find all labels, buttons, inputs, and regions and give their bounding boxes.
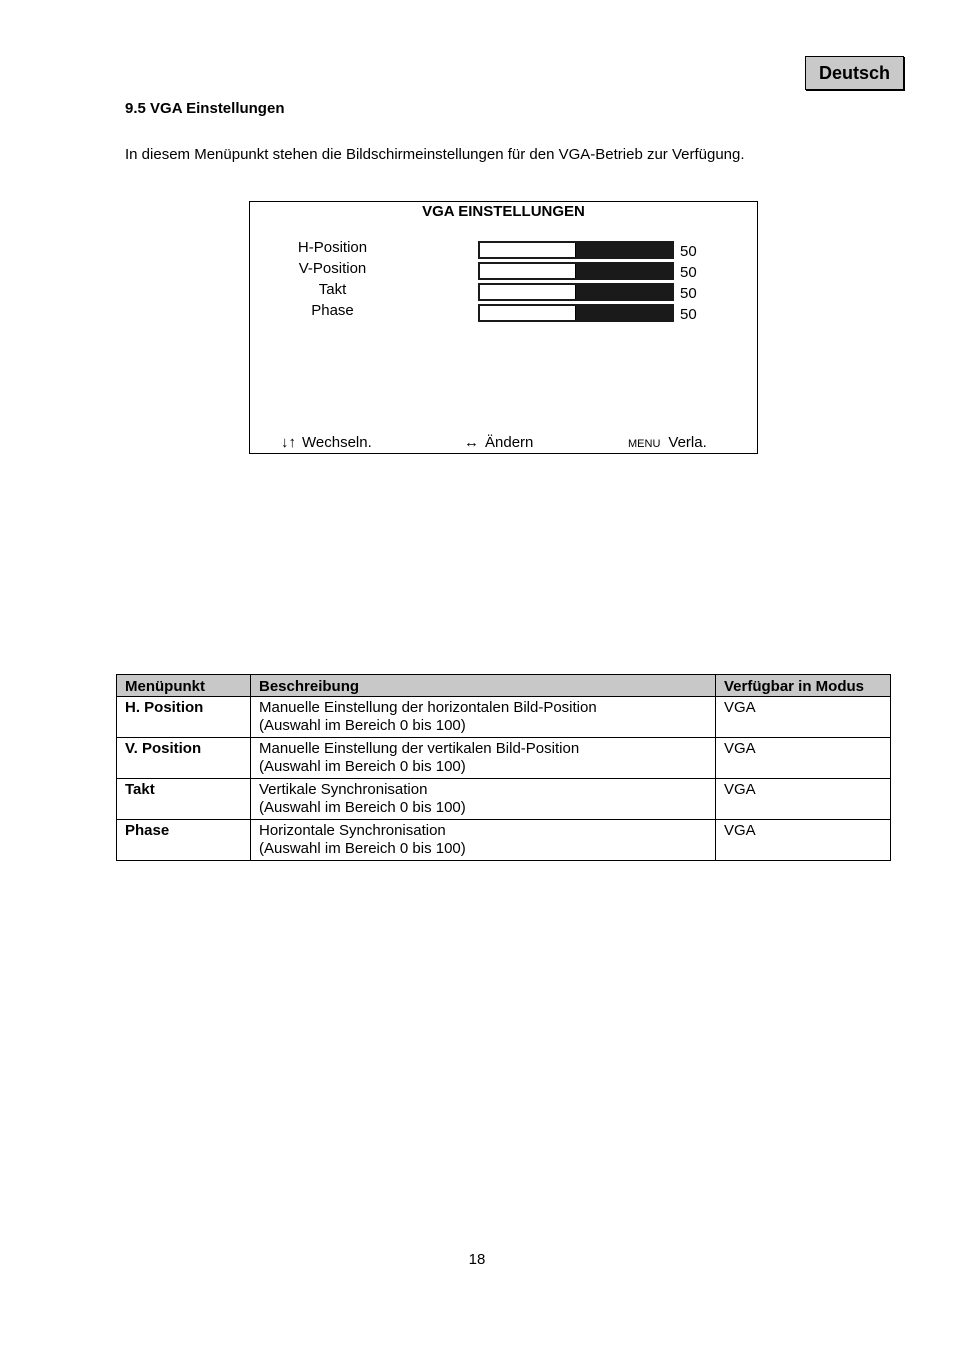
osd-title: VGA EINSTELLUNGEN: [422, 203, 585, 220]
description-line: (Auswahl im Bereich 0 bis 100): [259, 717, 466, 734]
up-down-arrow-icon: ↓↑: [281, 434, 296, 451]
osd-slider: [478, 304, 674, 322]
table-header-row: [117, 675, 891, 697]
menu-item-cell: Takt: [117, 779, 251, 820]
osd-slider-fill: [480, 306, 576, 320]
osd-hint-label: Wechseln.: [302, 434, 372, 451]
description-line: (Auswahl im Bereich 0 bis 100): [259, 758, 466, 775]
description-line: Vertikale Synchronisation: [259, 781, 428, 798]
osd-value: 50: [680, 264, 697, 281]
osd-hint-label: Ändern: [485, 434, 534, 451]
osd-slider: [478, 262, 674, 280]
description-cell: [251, 738, 716, 779]
osd-label: Takt: [318, 281, 347, 298]
osd-slider-fill: [480, 285, 576, 299]
description-cell: [251, 697, 716, 738]
section-title: 9.5 VGA Einstellungen: [125, 100, 285, 117]
osd-value: 50: [680, 306, 697, 323]
menu-item-cell: V. Position: [117, 738, 251, 779]
osd-label: Phase: [311, 302, 354, 319]
menu-item-cell: Phase: [117, 820, 251, 861]
language-badge: Deutsch: [805, 56, 904, 90]
mode-cell: VGA: [716, 779, 891, 820]
column-header: Beschreibung: [251, 675, 716, 697]
description-cell: [251, 820, 716, 861]
description-line: Horizontale Synchronisation: [259, 822, 446, 839]
description-line: (Auswahl im Bereich 0 bis 100): [259, 840, 466, 857]
table-row: [117, 738, 891, 779]
osd-value: 50: [680, 285, 697, 302]
menu-key-label: MENU: [628, 438, 661, 450]
intro-paragraph: In diesem Menüpunkt stehen die Bildschirmeinstellungen für den VGA-Betrieb zur Verfügung.: [125, 146, 745, 163]
osd-hint-change: [464, 434, 533, 451]
osd-row-h-position: [250, 239, 757, 259]
description-line: Manuelle Einstellung der vertikalen Bild-Position: [259, 740, 580, 757]
column-header: Verfügbar in Modus: [716, 675, 891, 697]
mode-cell: VGA: [716, 738, 891, 779]
menu-item-cell: H. Position: [117, 697, 251, 738]
osd-slider-fill: [480, 264, 576, 278]
osd-slider: [478, 241, 674, 259]
table-row: [117, 820, 891, 861]
description-line: (Auswahl im Bereich 0 bis 100): [259, 799, 466, 816]
osd-label: H-Position: [297, 239, 368, 256]
mode-cell: VGA: [716, 820, 891, 861]
column-header: Menüpunkt: [117, 675, 251, 697]
osd-slider: [478, 283, 674, 301]
osd-label: V-Position: [298, 260, 367, 277]
osd-value: 50: [680, 243, 697, 260]
osd-row-takt: [250, 281, 757, 301]
osd-hint-label: Verla.: [668, 434, 707, 451]
osd-menu-illustration: [249, 201, 758, 454]
description-line: Manuelle Einstellung der horizontalen Bild-Position: [259, 699, 597, 716]
table-row: [117, 779, 891, 820]
osd-slider-fill: [480, 243, 576, 257]
description-cell: [251, 779, 716, 820]
table-row: [117, 697, 891, 738]
page-number: 18: [468, 1251, 486, 1268]
mode-cell: VGA: [716, 697, 891, 738]
osd-row-v-position: [250, 260, 757, 280]
osd-hint-navigate: [281, 434, 372, 451]
settings-table: [116, 674, 891, 861]
osd-hint-exit: [628, 434, 707, 451]
osd-row-phase: [250, 302, 757, 322]
left-right-arrow-icon: ↔: [464, 434, 479, 451]
